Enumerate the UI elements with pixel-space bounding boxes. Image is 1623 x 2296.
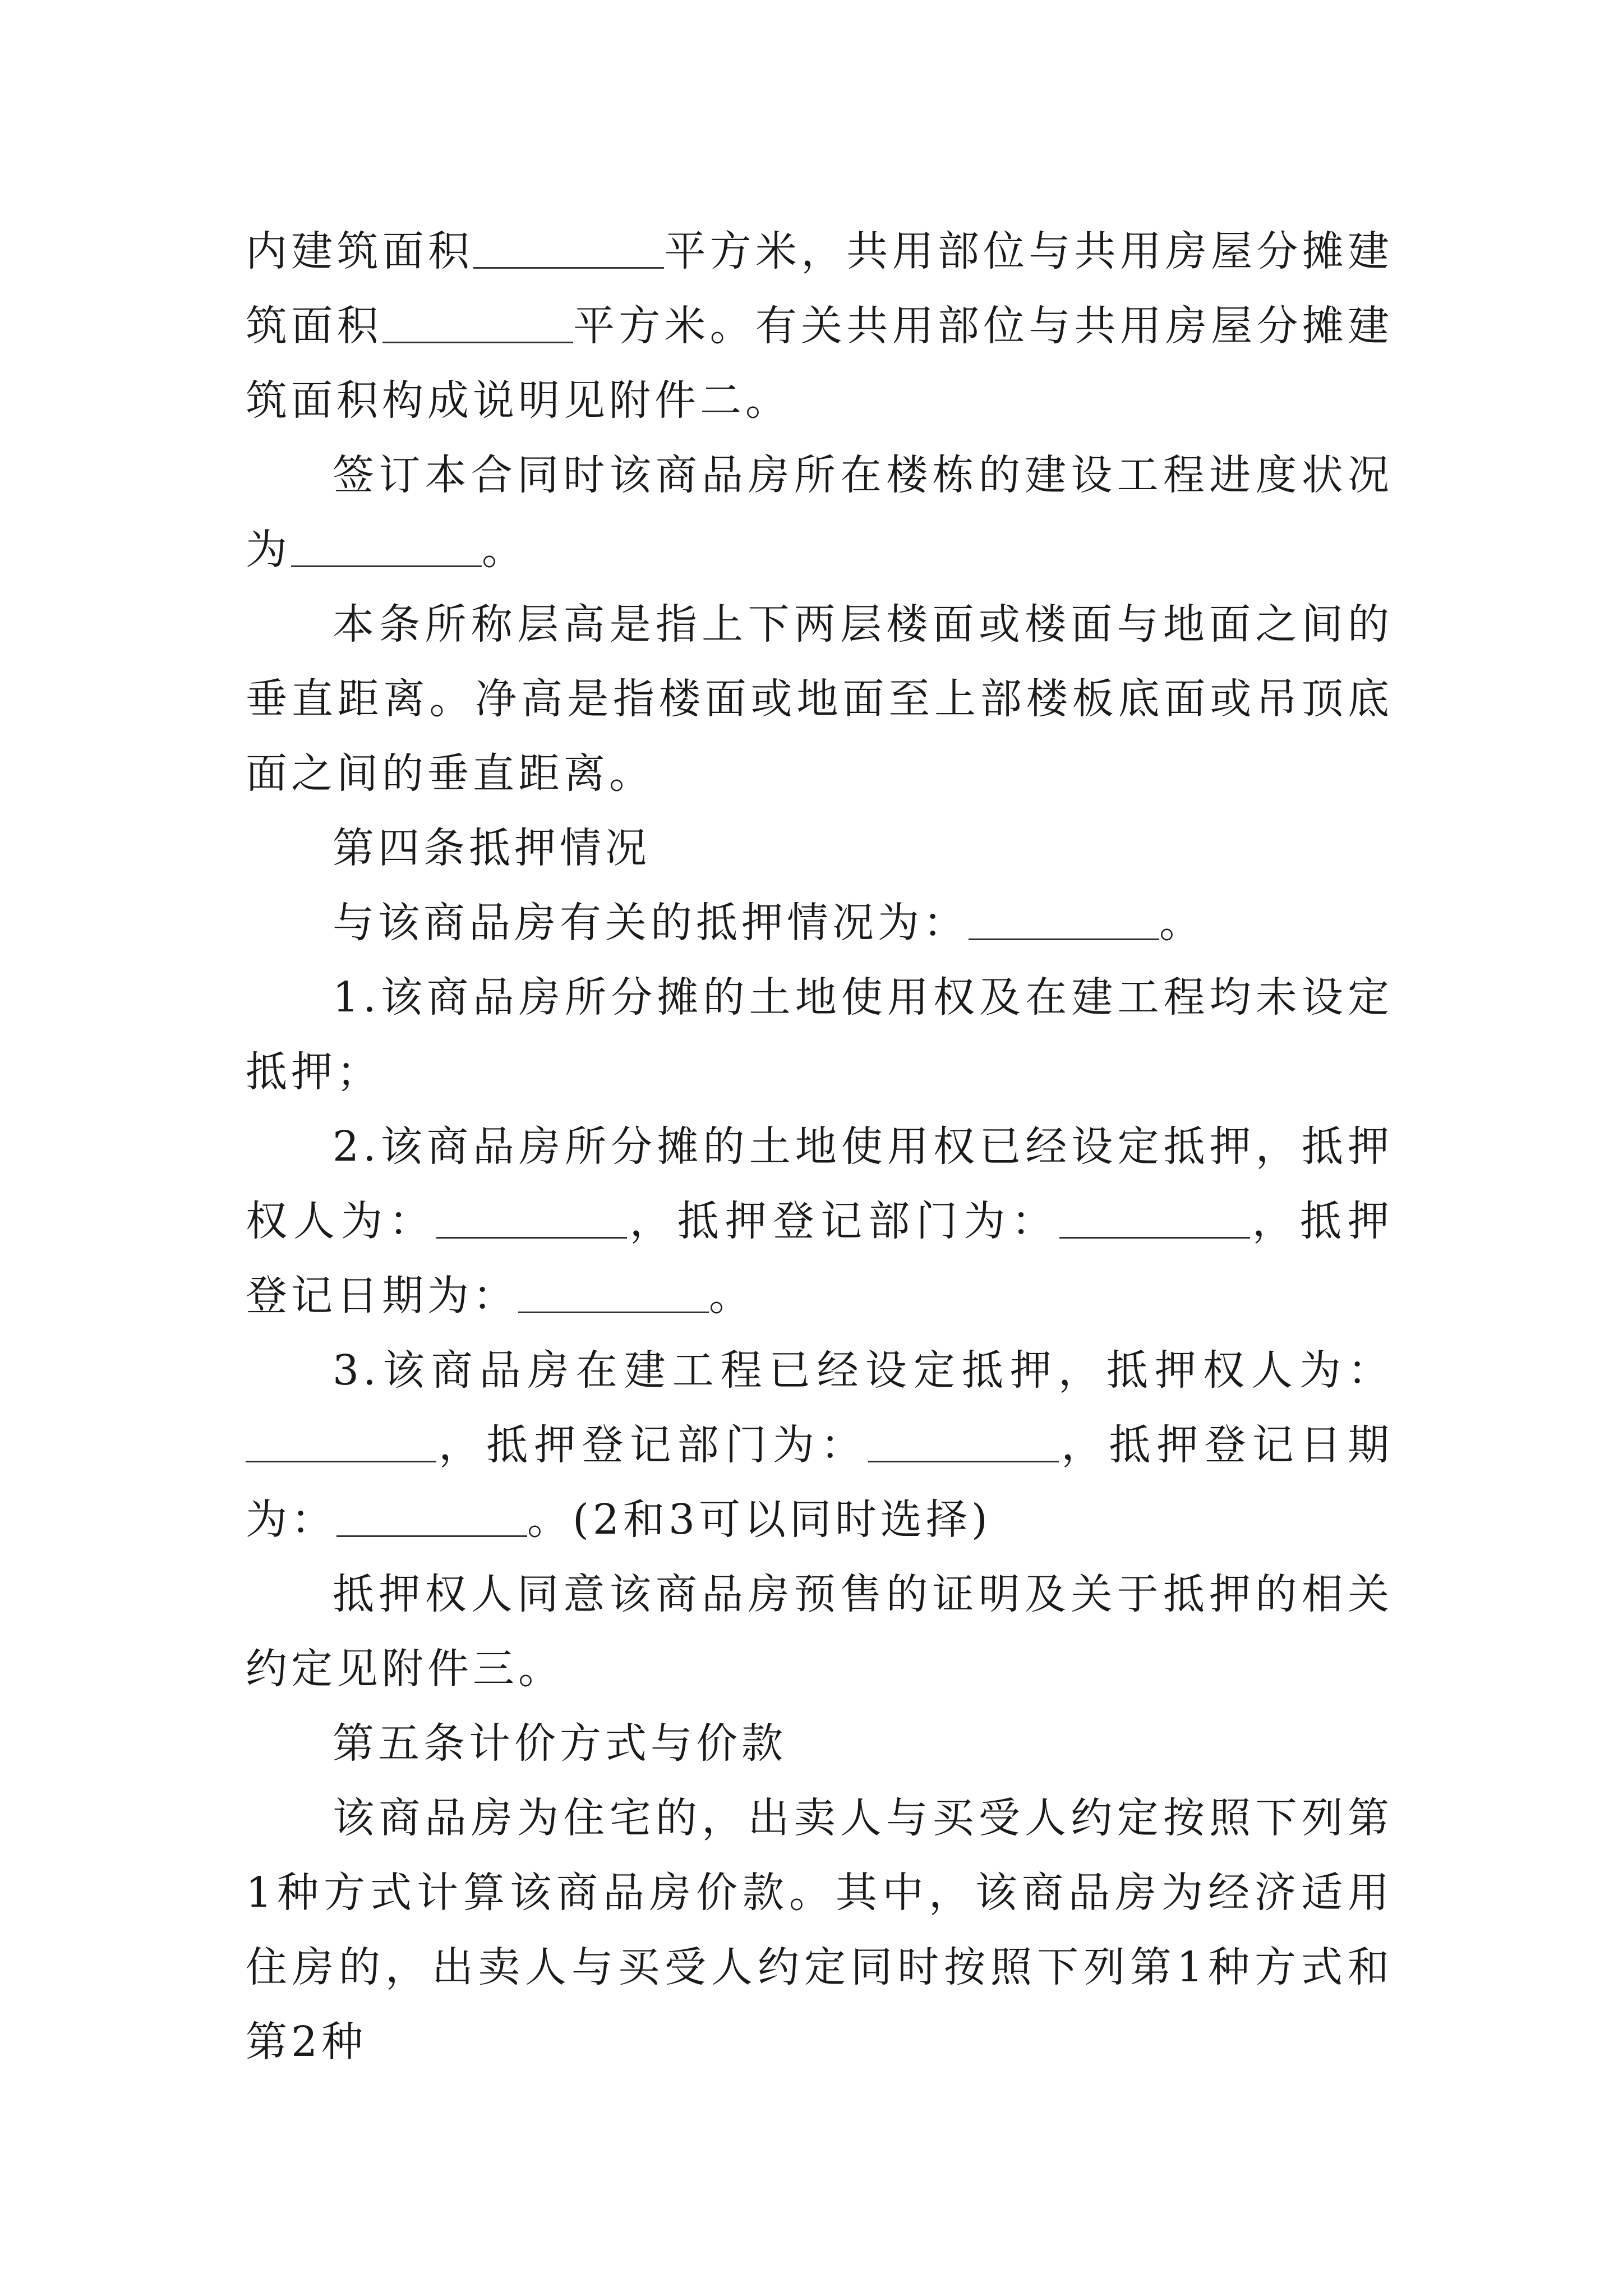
paragraph-text: 本条所称层高是指上下两层楼面或楼面与地面之间的垂直距离。净高是指楼面或地面至上部楼板底面或吊顶底面之间的垂直距离。	[246, 600, 1393, 798]
paragraph-article-4-heading	[246, 811, 1393, 886]
paragraph-text: 第五条计价方式与价款	[333, 1719, 787, 1768]
paragraph-text: 与该商品房有关的抵押情况为：	[333, 899, 969, 947]
paragraph-text: 该商品房为住宅的，出卖人与买受人约定按照下列第1种方式计算该商品房价款。其中，该商品房为经济适用住房的，出卖人与买受人约定同时按照下列第1种方式和第2种	[246, 1794, 1393, 2066]
paragraph-text: 2.该商品房所分摊的土地使用权已经设定抵押，抵押权人为：	[246, 1122, 1393, 1245]
paragraph-text: ，抵押登记部门为：	[436, 1421, 869, 1469]
fill-in-blank[interactable]	[246, 1419, 436, 1462]
paragraph-text: ，抵押登记部门为：	[627, 1197, 1059, 1245]
paragraph-mortgage-intro	[246, 886, 1393, 960]
paragraph-text: 抵押权人同意该商品房预售的证明及关于抵押的相关约定见附件三。	[246, 1570, 1393, 1693]
fill-in-blank[interactable]	[969, 897, 1159, 940]
fill-in-blank[interactable]	[436, 1195, 627, 1239]
fill-in-blank[interactable]	[336, 1494, 527, 1537]
fill-in-blank[interactable]	[473, 226, 664, 269]
fill-in-blank[interactable]	[868, 1419, 1059, 1462]
paragraph-height-definition	[246, 587, 1393, 811]
document-body	[246, 214, 1393, 2079]
paragraph-construction-progress	[246, 438, 1393, 587]
fill-in-blank[interactable]	[291, 524, 482, 567]
paragraph-text: 平方米。有关共用部位与共用房屋分摊建筑面积构成说明见附件二。	[246, 302, 1394, 425]
paragraph-article-5-heading	[246, 1706, 1393, 1781]
paragraph-text: ，抵押登记日期为：	[246, 1197, 1394, 1320]
paragraph-pricing-method	[246, 1781, 1393, 2079]
paragraph-text: 。	[709, 1272, 754, 1320]
paragraph-area-breakdown	[246, 214, 1393, 438]
paragraph-mortgage-option-3	[246, 1333, 1393, 1557]
paragraph-text: 签订本合同时该商品房所在楼栋的建设工程进度状况为	[246, 451, 1393, 574]
paragraph-text: 3.该商品房在建工程已经设定抵押，抵押权人为：	[333, 1346, 1393, 1395]
paragraph-mortgage-option-2	[246, 1110, 1393, 1333]
paragraph-mortgage-option-1	[246, 960, 1393, 1110]
paragraph-text: 第四条抵押情况	[333, 824, 651, 872]
paragraph-text: 内建筑面积	[246, 227, 474, 275]
paragraph-text: 。	[482, 526, 527, 574]
fill-in-blank[interactable]	[382, 300, 573, 343]
paragraph-text: ，抵押登记日期为：	[246, 1421, 1394, 1544]
paragraph-text: 。(2和3可以同时选择)	[527, 1496, 992, 1544]
paragraph-mortgagee-consent	[246, 1557, 1393, 1706]
fill-in-blank[interactable]	[1059, 1195, 1250, 1239]
paragraph-text: 。	[1159, 899, 1205, 947]
fill-in-blank[interactable]	[518, 1270, 709, 1313]
paragraph-text: 1.该商品房所分摊的土地使用权及在建工程均未设定抵押；	[246, 973, 1393, 1096]
paragraph-text: 平方米，共用部位与共用房屋分摊建筑面积	[246, 227, 1394, 350]
